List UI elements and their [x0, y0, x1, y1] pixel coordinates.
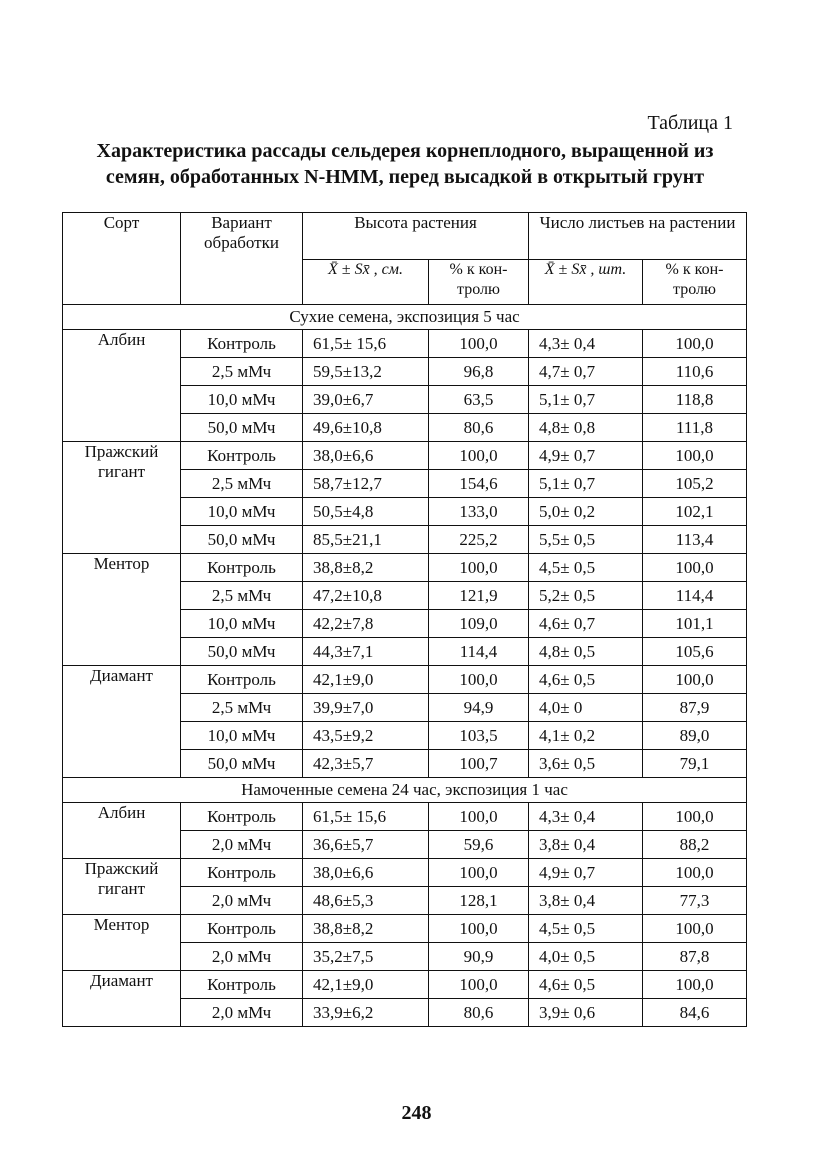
leaves-mean-cell: 5,1± 0,7	[529, 386, 643, 414]
height-pct-cell: 59,6	[429, 831, 529, 859]
height-pct-cell: 100,0	[429, 554, 529, 582]
leaves-pct-cell: 113,4	[643, 526, 747, 554]
variant-cell: 50,0 мМч	[181, 638, 303, 666]
table-label: Таблица 1	[647, 112, 733, 134]
height-pct-cell: 100,0	[429, 971, 529, 999]
leaves-mean-cell: 4,5± 0,5	[529, 554, 643, 582]
leaves-pct-cell: 87,9	[643, 694, 747, 722]
variant-cell: Контроль	[181, 803, 303, 831]
title-line-2: семян, обработанных N-НММ, перед высадкой в открытый грунт	[105, 166, 705, 188]
leaves-mean-cell: 3,9± 0,6	[529, 999, 643, 1027]
sort-cell: Албин	[63, 803, 181, 859]
table-row	[63, 330, 747, 358]
height-pct-cell: 103,5	[429, 722, 529, 750]
section-title: Сухие семена, экспозиция 5 час	[63, 305, 747, 330]
leaves-pct-cell: 77,3	[643, 887, 747, 915]
height-pct-cell: 80,6	[429, 999, 529, 1027]
table-row	[63, 442, 747, 470]
height-mean-cell: 61,5± 15,6	[303, 803, 429, 831]
leaves-pct-cell: 105,6	[643, 638, 747, 666]
leaves-pct-cell: 100,0	[643, 330, 747, 358]
height-pct-cell: 100,7	[429, 750, 529, 778]
variant-cell: 50,0 мМч	[181, 750, 303, 778]
leaves-mean-cell: 4,1± 0,2	[529, 722, 643, 750]
sort-cell: Ментор	[63, 554, 181, 666]
variant-cell: 2,5 мМч	[181, 582, 303, 610]
data-table	[62, 212, 747, 1027]
height-pct-cell: 133,0	[429, 498, 529, 526]
height-mean-cell: 42,1±9,0	[303, 666, 429, 694]
sort-cell: Албин	[63, 330, 181, 442]
variant-cell: Контроль	[181, 666, 303, 694]
leaves-mean-cell: 4,7± 0,7	[529, 358, 643, 386]
leaves-pct-cell: 102,1	[643, 498, 747, 526]
height-mean-cell: 48,6±5,3	[303, 887, 429, 915]
variant-cell: 2,0 мМч	[181, 943, 303, 971]
variant-cell: Контроль	[181, 971, 303, 999]
leaves-pct-cell: 100,0	[643, 666, 747, 694]
variant-cell: 10,0 мМч	[181, 498, 303, 526]
height-mean-cell: 42,3±5,7	[303, 750, 429, 778]
variant-cell: Контроль	[181, 442, 303, 470]
height-mean-cell: 50,5±4,8	[303, 498, 429, 526]
height-pct-cell: 96,8	[429, 358, 529, 386]
leaves-mean-cell: 3,8± 0,4	[529, 887, 643, 915]
leaves-mean-cell: 5,2± 0,5	[529, 582, 643, 610]
leaves-pct-cell: 111,8	[643, 414, 747, 442]
leaves-pct-cell: 114,4	[643, 582, 747, 610]
sort-cell: Пражский гигант	[63, 442, 181, 554]
leaves-pct-cell: 100,0	[643, 803, 747, 831]
header-height: Высота растения	[303, 213, 529, 260]
leaves-mean-cell: 4,9± 0,7	[529, 442, 643, 470]
leaves-pct-cell: 100,0	[643, 971, 747, 999]
height-pct-cell: 114,4	[429, 638, 529, 666]
variant-cell: 10,0 мМч	[181, 610, 303, 638]
leaves-pct-cell: 89,0	[643, 722, 747, 750]
leaves-pct-cell: 100,0	[643, 859, 747, 887]
height-pct-cell: 63,5	[429, 386, 529, 414]
leaves-pct-cell: 110,6	[643, 358, 747, 386]
header-variant: Вариант обработки	[181, 213, 303, 305]
height-mean-cell: 38,0±6,6	[303, 442, 429, 470]
variant-cell: Контроль	[181, 554, 303, 582]
table-row	[63, 915, 747, 943]
variant-cell: Контроль	[181, 915, 303, 943]
table-row	[63, 554, 747, 582]
height-mean-cell: 38,0±6,6	[303, 859, 429, 887]
height-pct-cell: 100,0	[429, 330, 529, 358]
leaves-pct-cell: 105,2	[643, 470, 747, 498]
leaves-mean-cell: 4,6± 0,7	[529, 610, 643, 638]
height-mean-cell: 42,2±7,8	[303, 610, 429, 638]
leaves-pct-cell: 118,8	[643, 386, 747, 414]
variant-cell: 2,0 мМч	[181, 999, 303, 1027]
height-mean-cell: 38,8±8,2	[303, 915, 429, 943]
height-pct-cell: 100,0	[429, 803, 529, 831]
variant-cell: 10,0 мМч	[181, 722, 303, 750]
sort-cell: Диамант	[63, 971, 181, 1027]
leaves-pct-cell: 101,1	[643, 610, 747, 638]
height-pct-cell: 94,9	[429, 694, 529, 722]
header-height-pct: % к кон-тролю	[429, 260, 529, 305]
leaves-mean-cell: 3,6± 0,5	[529, 750, 643, 778]
header-leaves-pct: % к кон-тролю	[643, 260, 747, 305]
height-pct-cell: 225,2	[429, 526, 529, 554]
height-mean-cell: 36,6±5,7	[303, 831, 429, 859]
variant-cell: 2,0 мМч	[181, 887, 303, 915]
leaves-mean-cell: 5,5± 0,5	[529, 526, 643, 554]
table-row	[63, 803, 747, 831]
height-pct-cell: 100,0	[429, 915, 529, 943]
height-mean-cell: 43,5±9,2	[303, 722, 429, 750]
leaves-mean-cell: 4,3± 0,4	[529, 803, 643, 831]
leaves-mean-cell: 4,6± 0,5	[529, 666, 643, 694]
header-leaves-mean: X̄ ± Sx̄ , шт.	[529, 260, 643, 305]
variant-cell: 50,0 мМч	[181, 414, 303, 442]
height-mean-cell: 47,2±10,8	[303, 582, 429, 610]
height-pct-cell: 90,9	[429, 943, 529, 971]
leaves-mean-cell: 3,8± 0,4	[529, 831, 643, 859]
height-mean-cell: 42,1±9,0	[303, 971, 429, 999]
table-row	[63, 666, 747, 694]
height-pct-cell: 100,0	[429, 666, 529, 694]
height-mean-cell: 39,9±7,0	[303, 694, 429, 722]
height-mean-cell: 44,3±7,1	[303, 638, 429, 666]
header-sort: Сорт	[63, 213, 181, 305]
title-line-1: Характеристика рассады сельдерея корнеплодного, выращенной из	[96, 140, 714, 162]
leaves-mean-cell: 5,1± 0,7	[529, 470, 643, 498]
leaves-pct-cell: 100,0	[643, 554, 747, 582]
variant-cell: 2,5 мМч	[181, 470, 303, 498]
variant-cell: 2,5 мМч	[181, 694, 303, 722]
leaves-mean-cell: 4,0± 0	[529, 694, 643, 722]
variant-cell: 2,0 мМч	[181, 831, 303, 859]
leaves-pct-cell: 100,0	[643, 915, 747, 943]
header-height-mean: X̄ ± Sx̄ , см.	[303, 260, 429, 305]
height-pct-cell: 100,0	[429, 859, 529, 887]
variant-cell: 50,0 мМч	[181, 526, 303, 554]
sort-cell: Ментор	[63, 915, 181, 971]
height-pct-cell: 121,9	[429, 582, 529, 610]
height-pct-cell: 128,1	[429, 887, 529, 915]
leaves-mean-cell: 5,0± 0,2	[529, 498, 643, 526]
variant-cell: Контроль	[181, 859, 303, 887]
table-row	[63, 859, 747, 887]
height-mean-cell: 61,5± 15,6	[303, 330, 429, 358]
table-row	[63, 971, 747, 999]
height-mean-cell: 35,2±7,5	[303, 943, 429, 971]
height-mean-cell: 85,5±21,1	[303, 526, 429, 554]
section-title: Намоченные семена 24 час, экспозиция 1 час	[63, 778, 747, 803]
leaves-mean-cell: 4,3± 0,4	[529, 330, 643, 358]
leaves-pct-cell: 84,6	[643, 999, 747, 1027]
variant-cell: 10,0 мМч	[181, 386, 303, 414]
height-pct-cell: 154,6	[429, 470, 529, 498]
variant-cell: Контроль	[181, 330, 303, 358]
page-number: 248	[401, 1102, 432, 1124]
leaves-mean-cell: 4,9± 0,7	[529, 859, 643, 887]
height-mean-cell: 58,7±12,7	[303, 470, 429, 498]
table-title	[60, 138, 750, 190]
sort-cell: Диамант	[63, 666, 181, 778]
height-mean-cell: 49,6±10,8	[303, 414, 429, 442]
leaves-mean-cell: 4,8± 0,5	[529, 638, 643, 666]
leaves-pct-cell: 79,1	[643, 750, 747, 778]
height-pct-cell: 80,6	[429, 414, 529, 442]
height-mean-cell: 33,9±6,2	[303, 999, 429, 1027]
sort-cell: Пражский гигант	[63, 859, 181, 915]
leaves-mean-cell: 4,6± 0,5	[529, 971, 643, 999]
leaves-pct-cell: 87,8	[643, 943, 747, 971]
height-mean-cell: 38,8±8,2	[303, 554, 429, 582]
height-pct-cell: 109,0	[429, 610, 529, 638]
height-pct-cell: 100,0	[429, 442, 529, 470]
leaves-mean-cell: 4,8± 0,8	[529, 414, 643, 442]
leaves-mean-cell: 4,0± 0,5	[529, 943, 643, 971]
height-mean-cell: 59,5±13,2	[303, 358, 429, 386]
height-mean-cell: 39,0±6,7	[303, 386, 429, 414]
leaves-mean-cell: 4,5± 0,5	[529, 915, 643, 943]
variant-cell: 2,5 мМч	[181, 358, 303, 386]
header-leaves: Число листьев на растении	[529, 213, 747, 260]
leaves-pct-cell: 88,2	[643, 831, 747, 859]
leaves-pct-cell: 100,0	[643, 442, 747, 470]
